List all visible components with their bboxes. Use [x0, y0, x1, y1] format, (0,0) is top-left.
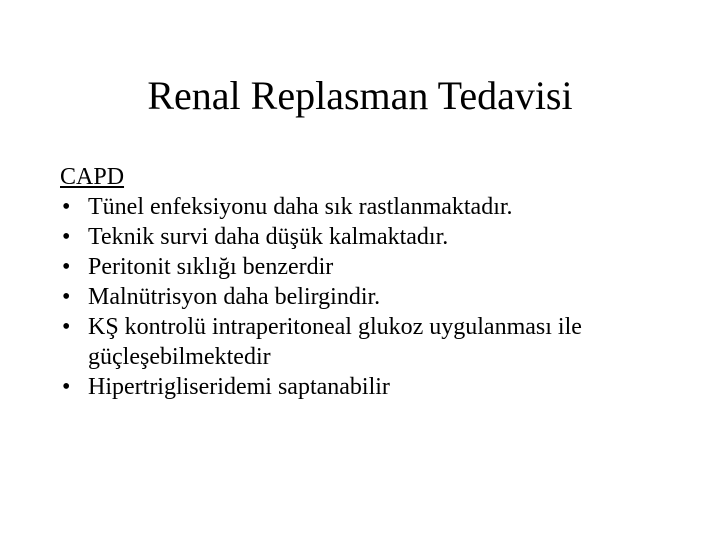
bullet-text: Malnütrisyon daha belirgindir. [88, 284, 381, 310]
bullet-item [60, 252, 680, 282]
bullet-item [60, 192, 680, 222]
bullet-icon: • [62, 314, 71, 340]
bullet-text: Tünel enfeksiyonu daha sık rastlanmaktadır. [88, 194, 513, 220]
bullet-icon: • [62, 284, 71, 310]
slide-title: Renal Replasman Tedavisi [147, 73, 573, 118]
bullet-icon: • [62, 254, 71, 280]
bullet-icon: • [62, 374, 71, 400]
bullet-text: KŞ kontrolü intraperitoneal glukoz uygulanması ile güçleşebilmektedir [88, 314, 582, 370]
slide-body [60, 162, 680, 402]
bullet-item [60, 222, 680, 252]
bullet-item [60, 312, 680, 372]
bullet-item [60, 372, 680, 402]
bullet-text: Teknik survi daha düşük kalmaktadır. [88, 224, 449, 250]
bullet-text: Hipertrigliseridemi saptanabilir [88, 374, 390, 400]
bullet-item [60, 282, 680, 312]
bullet-icon: • [62, 224, 71, 250]
bullet-text: Peritonit sıklığı benzerdir [88, 254, 334, 280]
section-heading-capd: CAPD [60, 164, 125, 190]
bullet-list [60, 192, 680, 402]
bullet-icon: • [62, 194, 71, 220]
